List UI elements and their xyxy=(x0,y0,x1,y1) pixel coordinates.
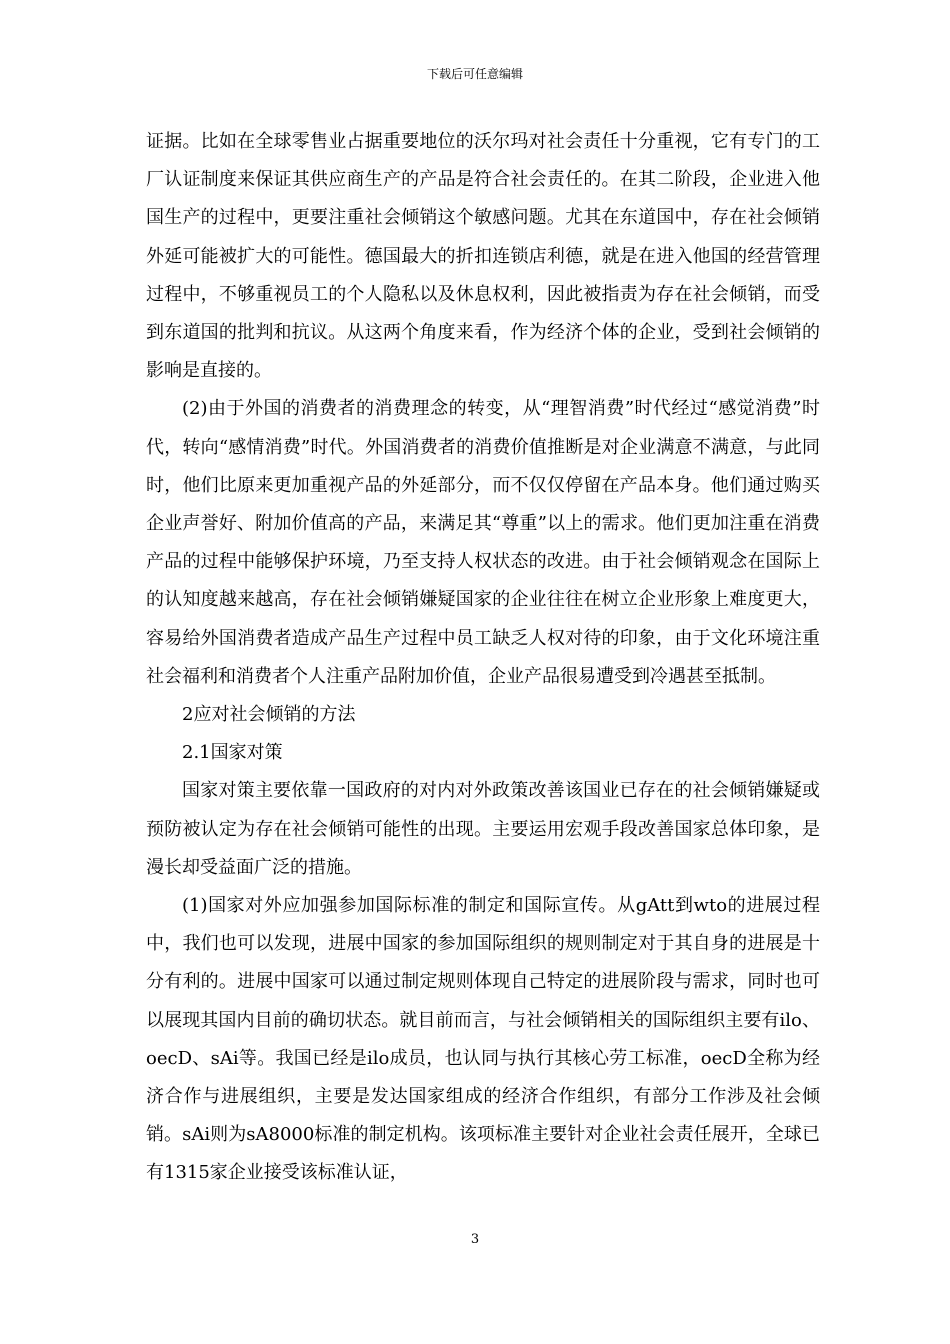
body-text xyxy=(146,123,820,1193)
paragraph-consumer-shift: (2)由于外国的消费者的消费理念的转变，从“理智消费”时代经过“感觉消费”时代，转向“感情消费”时代。外国消费者的消费价值推断是对企业满意不满意，与此同时，他们比原来更加重视产品的外延部分，而不仅仅停留在产品本身。他们通过购买企业声誉好、附加价值高的产品，来满足其“尊重”以上的需求。他们更加注重在消费产品的过程中能够保护环境，乃至支持人权状态的改进。由于社会倾销观念在国际上的认知度越来越高，存在社会倾销嫌疑国家的企业往往在树立企业形象上难度更大，容易给外国消费者造成产品生产过程中员工缺乏人权对待的印象，由于文化环境注重社会福利和消费者个人注重产品附加价值，企业产品很易遭受到冷遇甚至抵制。 xyxy=(146,398,820,687)
paragraph-international-standards: (1)国家对外应加强参加国际标准的制定和国际宣传。从gAtt到wto的进展过程中，我们也可以发现，进展中国家的参加国际组织的规则制定对于其自身的进展是十分有利的。进展中国家可以通过制定规则体现自己特定的进展阶段与需求，同时也可以展现其国内目前的确切状态。就目前而言，与社会倾销相关的国际组织主要有ilo、oecD、sAi等。我国已经是ilo成员，也认同与执行其核心劳工标准，oecD全称为经济合作与进展组织，主要是发达国家组成的经济合作组织，有部分工作涉及社会倾销。sAi则为sA8000标准的制定机构。该项标准主要针对企业社会责任展开，全球已有1315家企业接受该标准认证， xyxy=(146,895,820,1184)
paragraph-national-strategy: 国家对策主要依靠一国政府的对内对外政策改善该国业已存在的社会倾销嫌疑或预防被认定为存在社会倾销可能性的出现。主要运用宏观手段改善国家总体印象，是漫长却受益面广泛的措施。 xyxy=(146,780,820,878)
paragraph-continuation: 证据。比如在全球零售业占据重要地位的沃尔玛对社会责任十分重视，它有专门的工厂认证制度来保证其供应商生产的产品是符合社会责任的。在其二阶段，企业进入他国生产的过程中，更要注重社会倾销这个敏感问题。尤其在东道国中，存在社会倾销外延可能被扩大的可能性。德国最大的折扣连锁店利德，就是在进入他国的经营管理过程中，不够重视员工的个人隐私以及休息权利，因此被指责为存在社会倾销，而受到东道国的批判和抗议。从这两个角度来看，作为经济个体的企业，受到社会倾销的影响是直接的。 xyxy=(146,131,820,382)
header-note: 下载后可任意编辑 xyxy=(426,67,523,81)
section-heading-2: 2应对社会倾销的方法 xyxy=(182,704,356,726)
section-heading-2-1: 2.1国家对策 xyxy=(182,742,283,764)
page-number: 3 xyxy=(470,1232,480,1247)
